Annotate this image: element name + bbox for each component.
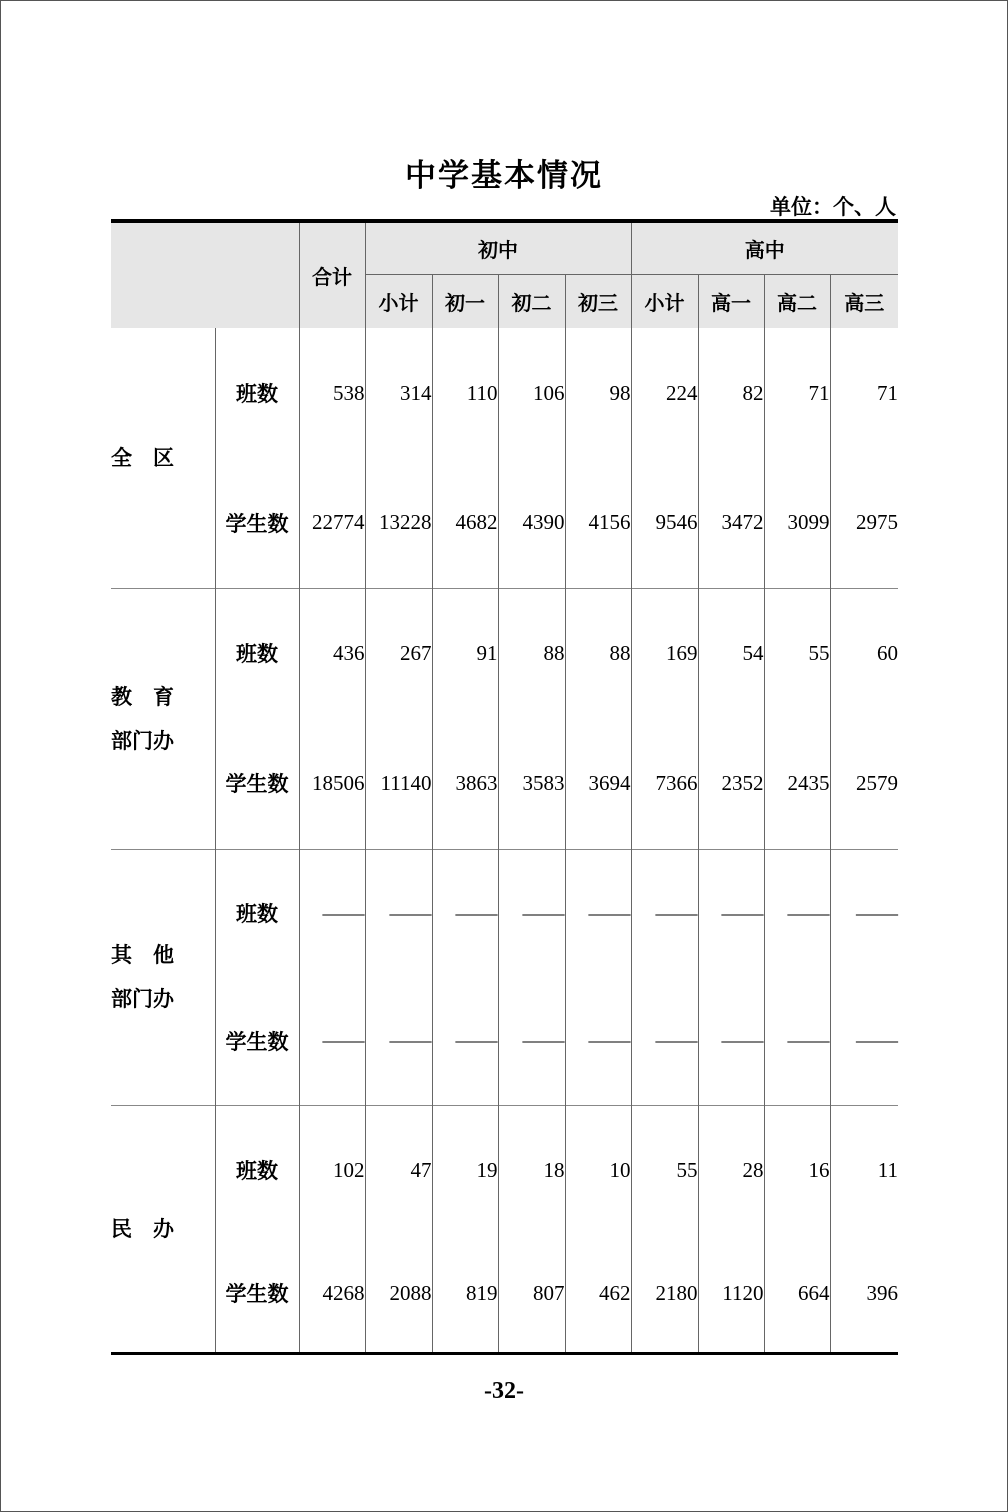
cell-value: 71 xyxy=(764,328,830,458)
cell-value: 106 xyxy=(498,328,565,458)
cell-value: 2180 xyxy=(631,1235,698,1353)
cell-value: —— xyxy=(631,977,698,1105)
table-row xyxy=(111,328,898,458)
cell-value: 16 xyxy=(764,1105,830,1235)
metric-label: 班数 xyxy=(215,328,299,458)
cell-value: 55 xyxy=(764,588,830,718)
cell-value: —— xyxy=(365,849,432,977)
metric-label: 班数 xyxy=(215,849,299,977)
cell-value: —— xyxy=(764,849,830,977)
header-junior-subtotal: 小计 xyxy=(365,275,432,329)
cell-value: —— xyxy=(498,977,565,1105)
region-label-line1: 教 育 xyxy=(111,683,174,709)
cell-value: 11 xyxy=(830,1105,898,1235)
cell-value: —— xyxy=(698,849,764,977)
cell-value: 71 xyxy=(877,380,898,405)
cell-value: 4156 xyxy=(565,458,631,588)
cell-value: 7366 xyxy=(631,718,698,849)
cell-value: —— xyxy=(432,849,498,977)
cell-value: 3863 xyxy=(432,718,498,849)
header-senior: 高中 xyxy=(631,221,898,275)
cell-value: 19 xyxy=(432,1105,498,1235)
cell-value: 11140 xyxy=(365,718,432,849)
cell-value: —— xyxy=(631,849,698,977)
cell-value: 3099 xyxy=(764,458,830,588)
table-row xyxy=(111,458,898,588)
data-table xyxy=(111,219,898,1355)
region-label: 民 办 xyxy=(111,1105,215,1353)
cell-value: 88 xyxy=(498,588,565,718)
cell-value: 4390 xyxy=(498,458,565,588)
table-row xyxy=(111,1105,898,1235)
cell-value: 60 xyxy=(830,588,898,718)
cell-value: 110 xyxy=(432,328,498,458)
header-grade-10: 高一 xyxy=(698,275,764,329)
region-label-line2: 部门办 xyxy=(111,986,174,1011)
region-label: 全 区 xyxy=(111,328,215,588)
cell-value: 54 xyxy=(698,588,764,718)
cell-value: 88 xyxy=(565,588,631,718)
metric-label: 班数 xyxy=(215,1105,299,1235)
header-row-1 xyxy=(111,221,898,275)
cell-value: 436 xyxy=(299,588,365,718)
page-number: -32- xyxy=(484,1378,524,1404)
cell-value: 169 xyxy=(631,588,698,718)
cell-value: —— xyxy=(565,977,631,1105)
table-row xyxy=(111,977,898,1105)
cell-value: 3583 xyxy=(498,718,565,849)
cell-value: —— xyxy=(498,849,565,977)
metric-label: 学生数 xyxy=(215,977,299,1105)
cell-value: 664 xyxy=(764,1235,830,1353)
header-grade-12: 高三 xyxy=(830,275,898,329)
cell-value: 538 xyxy=(299,328,365,458)
metric-label: 班数 xyxy=(215,588,299,718)
cell-value: —— xyxy=(856,1028,898,1053)
cell-value: 3472 xyxy=(698,458,764,588)
table-row xyxy=(111,588,898,718)
cell-value: 2579 xyxy=(856,770,898,795)
cell-value: 13228 xyxy=(365,458,432,588)
metric-label: 学生数 xyxy=(215,458,299,588)
cell-value: 314 xyxy=(365,328,432,458)
header-corner xyxy=(111,221,299,328)
region-label-line1: 其 他 xyxy=(111,942,174,967)
cell-value: —— xyxy=(565,849,631,977)
cell-value: 28 xyxy=(698,1105,764,1235)
header-grade-11: 高二 xyxy=(764,275,830,329)
cell-value: —— xyxy=(698,977,764,1105)
cell-value: 18 xyxy=(498,1105,565,1235)
cell-value: 2975 xyxy=(856,510,898,535)
cell-value: 224 xyxy=(631,328,698,458)
region-label xyxy=(111,588,215,849)
cell-value: 462 xyxy=(565,1235,631,1353)
cell-value: 267 xyxy=(365,588,432,718)
cell-value: 102 xyxy=(299,1105,365,1235)
cell-value: 2352 xyxy=(698,718,764,849)
cell-value: 91 xyxy=(432,588,498,718)
cell-value: —— xyxy=(299,977,365,1105)
cell-value: 47 xyxy=(365,1105,432,1235)
cell-value: 819 xyxy=(432,1235,498,1353)
header-grade-9: 初三 xyxy=(565,275,631,329)
table-row xyxy=(111,849,898,977)
cell-value: 55 xyxy=(631,1105,698,1235)
cell-value: 9546 xyxy=(631,458,698,588)
cell-value: 98 xyxy=(565,328,631,458)
cell-value: —— xyxy=(432,977,498,1105)
cell-value: 10 xyxy=(565,1105,631,1235)
metric-label: 学生数 xyxy=(215,1235,299,1353)
header-total: 合计 xyxy=(299,221,365,328)
cell-value: 2435 xyxy=(764,718,830,849)
region-label-line2: 部门办 xyxy=(111,727,174,753)
cell-value: —— xyxy=(764,977,830,1105)
header-senior-subtotal: 小计 xyxy=(631,275,698,329)
header-grade-8: 初二 xyxy=(498,275,565,329)
cell-value: 1120 xyxy=(698,1235,764,1353)
table-row xyxy=(111,718,898,849)
cell-value: —— xyxy=(365,977,432,1105)
cell-value: 22774 xyxy=(299,458,365,588)
cell-value: —— xyxy=(830,849,898,977)
metric-label: 学生数 xyxy=(215,718,299,849)
cell-value: 807 xyxy=(498,1235,565,1353)
cell-value: 82 xyxy=(698,328,764,458)
page-title: 中学基本情况 xyxy=(405,158,603,194)
table-row xyxy=(111,1235,898,1353)
cell-value: 396 xyxy=(866,1280,898,1305)
cell-value: 18506 xyxy=(299,718,365,849)
cell-value: 2088 xyxy=(365,1235,432,1353)
cell-value: —— xyxy=(299,849,365,977)
header-junior: 初中 xyxy=(365,221,631,275)
cell-value: 4682 xyxy=(432,458,498,588)
header-grade-7: 初一 xyxy=(432,275,498,329)
cell-value: 3694 xyxy=(565,718,631,849)
region-label xyxy=(111,849,215,1105)
cell-value: 4268 xyxy=(299,1235,365,1353)
unit-label: 单位：个、人 xyxy=(770,194,896,219)
